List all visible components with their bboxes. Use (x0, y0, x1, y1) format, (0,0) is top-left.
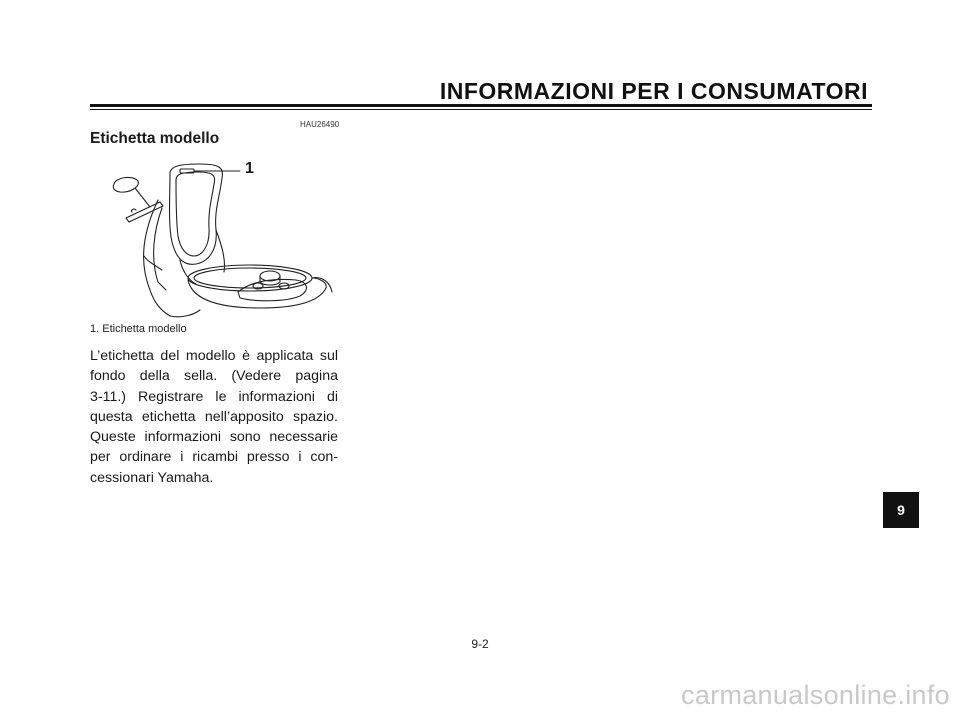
body-line: 3-11.) Registrare le informazioni di (90, 388, 338, 405)
figure-callout-number: 1 (245, 160, 254, 177)
body-line: per ordinare i ricambi presso i con- (90, 449, 338, 466)
section-code: HAU26490 (300, 120, 340, 129)
body-line: L’etichetta del modello è applicata sul (90, 348, 338, 364)
body-line: questa etichetta nell’apposito spazio. (90, 408, 338, 425)
body-line: fondo della sella. (Vedere pagina (90, 368, 338, 385)
body-line: cessionari Yamaha. (90, 469, 214, 486)
scooter-seat-illustration (100, 150, 350, 322)
section-title: Etichetta modello (90, 130, 220, 147)
watermark: carmanualsonline.info (681, 680, 950, 710)
header-rule-thin (90, 109, 872, 110)
figure-caption: 1. Etichetta modello (90, 323, 187, 335)
body-paragraph (90, 346, 338, 488)
header-title: INFORMAZIONI PER I CONSUMATORI (439, 78, 868, 104)
body-line: Queste informazioni sono necessarie (90, 429, 338, 446)
header-rule (90, 104, 872, 107)
chapter-tab: 9 (883, 492, 919, 528)
page-number: 9-2 (471, 637, 489, 651)
